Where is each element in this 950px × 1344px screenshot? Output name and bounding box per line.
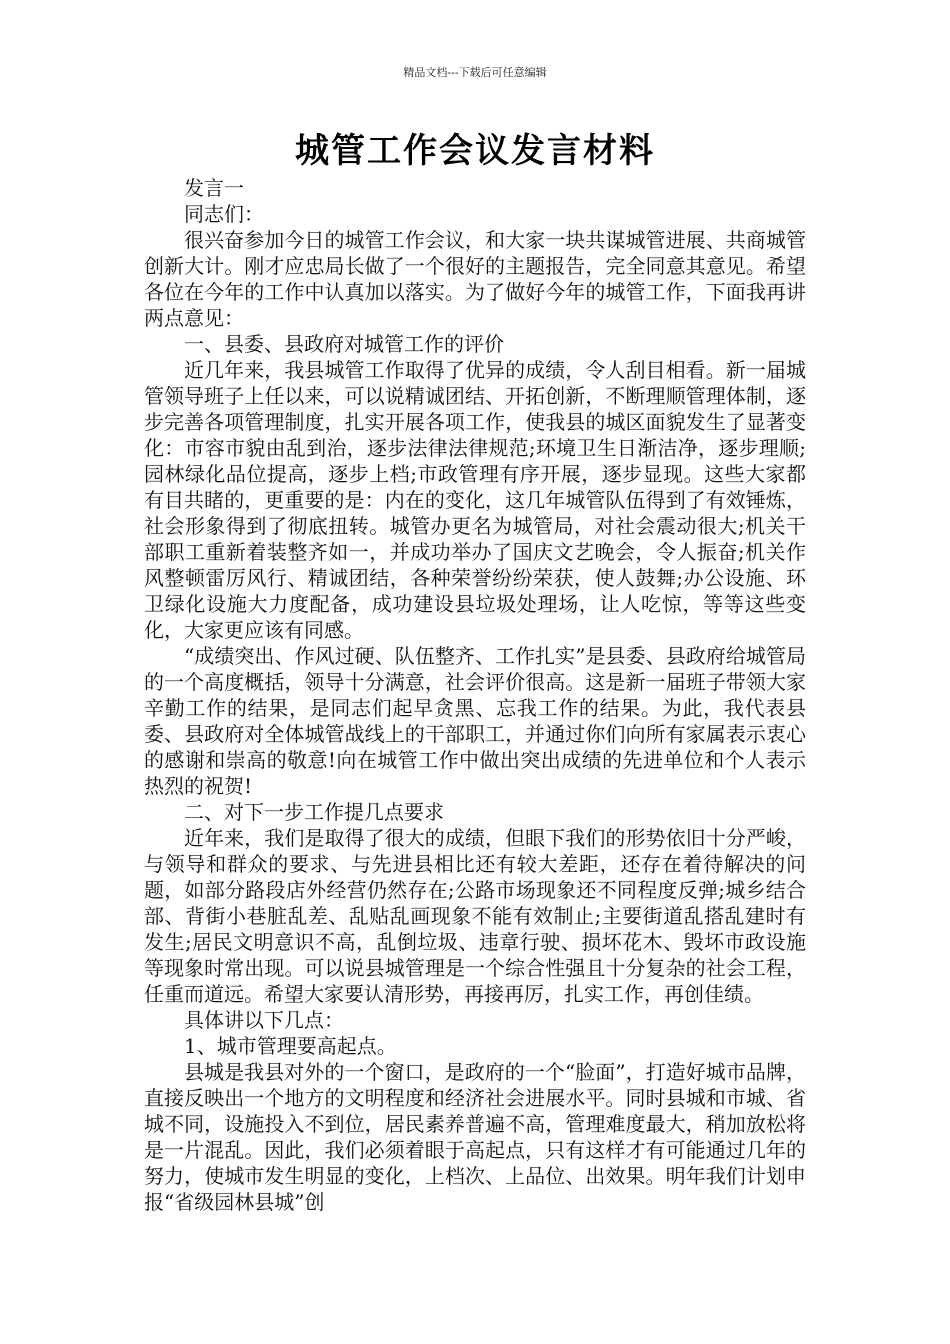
paragraph: “成绩突出、作风过硬、队伍整齐、工作扎实”是县委、县政府给城管局的一个高度概括，领导十分满意，社会评价很高。这是新一届班子带领大家辛勤工作的结果，是同志们起早贪黑、忘我工作的结果。为此，我代表县委、县政府对全体城管战线上的干部职工，并通过你们向所有家属表示衷心的感谢和崇高的敬意!向在城管工作中做出突出成绩的先进单位和个人表示热烈的祝贺! bbox=[144, 644, 806, 798]
document-body bbox=[144, 175, 806, 1215]
section-heading: 一、县委、县政府对城管工作的评价 bbox=[184, 332, 504, 356]
speech-label: 发言一 bbox=[184, 176, 244, 200]
salutation: 同志们： bbox=[184, 202, 264, 226]
subsection-heading: 1、城市管理要高起点。 bbox=[184, 1034, 397, 1058]
paragraph: 县城是我县对外的一个窗口，是政府的一个“脸面”，打造好城市品牌，直接反映出一个地方的文明程度和经济社会进展水平。同时县城和市城、省城不同，设施投入不到位，居民素养普遍不高，管理难度最大，稍加放松将是一片混乱。因此，我们必须着眼于高起点，只有这样才有可能通过几年的努力，使城市发生明显的变化，上档次、上品位、出效果。明年我们计划申报“省级园林县城”创 bbox=[144, 1060, 806, 1214]
section-heading: 二、对下一步工作提几点要求 bbox=[184, 800, 444, 824]
page-header-note: 精品文档---下载后可任意编辑 bbox=[403, 66, 547, 79]
paragraph: 近几年来，我县城管工作取得了优异的成绩，令人刮目相看。新一届城管领导班子上任以来，可以说精诚团结、开拓创新，不断理顺管理体制，逐步完善各项管理制度，扎实开展各项工作，使我县的城区面貌发生了显著变化：市容市貌由乱到治，逐步法律法律规范;环境卫生日渐洁净，逐步理顺;园林绿化品位提高，逐步上档;市政管理有序开展，逐步显现。这些大家都有目共睹的，更重要的是：内在的变化，这几年城管队伍得到了有效锤炼，社会形象得到了彻底扭转。城管办更名为城管局，对社会震动很大;机关干部职工重新着装整齐如一，并成功举办了国庆文艺晚会，令人振奋;机关作风整顿雷厉风行、精诚团结，各种荣誉纷纷荣获，使人鼓舞;办公设施、环卫绿化设施大力度配备，成功建设县垃圾处理场，让人吃惊，等等这些变化，大家更应该有同感。 bbox=[144, 358, 806, 642]
paragraph: 很兴奋参加今日的城管工作会议，和大家一块共谋城管进展、共商城管创新大计。刚才应忠局长做了一个很好的主题报告，完全同意其意见。希望各位在今年的工作中认真加以落实。为了做好今年的城管工作，下面我再讲两点意见： bbox=[144, 228, 806, 330]
document-title: 城管工作会议发言材料 bbox=[295, 131, 655, 171]
paragraph: 具体讲以下几点： bbox=[184, 1008, 344, 1032]
paragraph: 近年来，我们是取得了很大的成绩，但眼下我们的形势依旧十分严峻，与领导和群众的要求、与先进县相比还有较大差距，还存在着待解决的问题，如部分路段店外经营仍然存在;公路市场现象还不同程度反弹;城乡结合部、背街小巷脏乱差、乱贴乱画现象不能有效制止;主要街道乱搭乱建时有发生;居民文明意识不高，乱倒垃圾、违章行驶、损坏花木、毁坏市政设施等现象时常出现。可以说县城管理是一个综合性强且十分复杂的社会工程，任重而道远。希望大家要认清形势，再接再厉，扎实工作，再创佳绩。 bbox=[144, 826, 806, 1006]
